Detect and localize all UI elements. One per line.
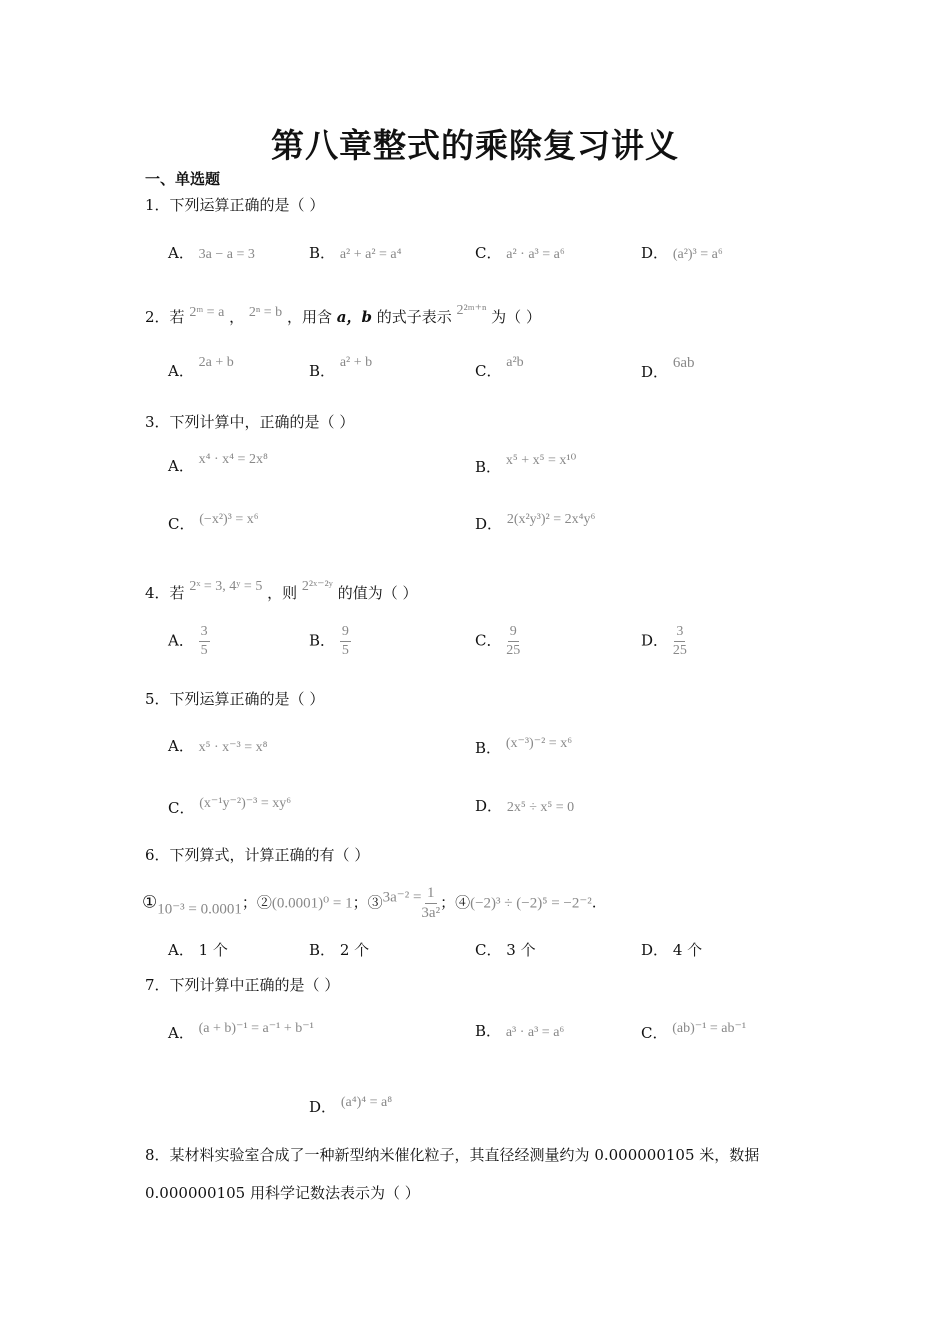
denominator: 5 xyxy=(341,643,349,658)
option-expression: 3a − a = 3 xyxy=(198,247,255,262)
stem-math: 2²ᵐ⁺ⁿ xyxy=(456,303,487,318)
option-label: B． xyxy=(309,244,336,262)
fraction xyxy=(340,625,351,658)
option-expression: (a + b)⁻¹ = a⁻¹ + b⁻¹ xyxy=(198,1021,314,1036)
option-text: 4 个 xyxy=(672,941,703,959)
question-7-stem: 7．下列计算中正确的是（ ） xyxy=(145,976,340,994)
option-expression: x⁵ · x⁻³ = x⁸ xyxy=(198,740,268,755)
stem-text: 2．若 xyxy=(145,308,185,326)
option-label: C． xyxy=(475,941,502,959)
option-label: D． xyxy=(641,244,669,262)
q3-option-b xyxy=(475,452,576,477)
item-expression: (0.0001)⁰ = 1 xyxy=(271,895,353,912)
stem-variables: a，b xyxy=(336,308,372,326)
option-label: C． xyxy=(475,244,502,262)
option-label: B． xyxy=(309,631,336,650)
q5-option-b xyxy=(475,735,572,758)
circled-number: ① xyxy=(142,892,158,913)
q1-option-d xyxy=(641,242,723,263)
item-expression: 10⁻³ = 0.0001 xyxy=(157,901,242,918)
q6-option-b xyxy=(309,939,369,960)
question-8-stem-line-1: 8．某材料实验室合成了一种新型纳米催化粒子，其直径经测量约为 0.000000105 米，数据 xyxy=(145,1146,760,1164)
q7-option-b xyxy=(475,1020,564,1041)
stem-text: 的值为（ ） xyxy=(337,584,418,602)
q2-option-c xyxy=(475,355,524,381)
question-2-stem xyxy=(145,302,541,327)
q7-option-d xyxy=(309,1095,392,1117)
q3-option-d xyxy=(475,512,595,534)
q5-option-a xyxy=(168,735,268,756)
option-label: A． xyxy=(168,244,194,262)
option-expression: (a²)³ = a⁶ xyxy=(672,247,723,262)
q7-option-c xyxy=(641,1020,746,1043)
question-8-stem-line-2: 0.000000105 用科学记数法表示为（ ） xyxy=(145,1184,420,1202)
option-label: C． xyxy=(475,631,502,650)
option-label: D． xyxy=(475,797,503,815)
stem-text: ，则 xyxy=(267,584,298,602)
q3-option-a xyxy=(168,452,268,476)
question-6-items xyxy=(142,886,597,921)
q1-option-a xyxy=(168,242,255,263)
item-expression: 3a⁻² = xyxy=(382,889,422,906)
option-expression: x⁵ + x⁵ = x¹⁰ xyxy=(505,453,577,468)
option-label: D． xyxy=(641,363,669,381)
option-expression: (x⁻³)⁻² = x⁶ xyxy=(505,736,573,751)
option-expression: (x⁻¹y⁻²)⁻³ = xy⁶ xyxy=(199,796,292,811)
q5-option-c xyxy=(168,795,291,818)
option-label: A． xyxy=(168,631,194,650)
stem-math: 2²ˣ⁻²ʸ xyxy=(301,579,333,594)
stem-text: 的式子表示 xyxy=(376,308,452,326)
fraction xyxy=(506,625,520,658)
option-expression: 6ab xyxy=(672,355,695,371)
q4-option-b xyxy=(309,625,351,658)
option-label: C． xyxy=(168,515,195,533)
fraction xyxy=(421,886,440,921)
option-text: 2 个 xyxy=(339,941,370,959)
option-expression: a³ · a³ = a⁶ xyxy=(505,1025,565,1040)
option-label: B． xyxy=(475,1022,502,1040)
q6-option-d xyxy=(641,939,702,960)
option-label: D． xyxy=(641,631,669,650)
item-separator: ；③ xyxy=(352,893,383,912)
q2-option-d xyxy=(641,355,694,382)
option-label: B． xyxy=(475,739,502,757)
option-label: D． xyxy=(641,941,669,959)
option-label: A． xyxy=(168,457,194,475)
stem-text: ， xyxy=(229,308,245,326)
section-heading: 一、单选题 xyxy=(145,170,221,188)
numerator: 3 xyxy=(199,625,210,642)
denominator: 3a² xyxy=(421,905,441,921)
option-text: 3 个 xyxy=(506,941,536,959)
question-4-stem xyxy=(145,578,417,603)
stem-text: 为（ ） xyxy=(491,308,541,326)
option-expression: a² · a³ = a⁶ xyxy=(506,247,565,262)
option-text: 1 个 xyxy=(198,941,228,959)
option-label: A． xyxy=(168,362,194,380)
stem-text: ，用含 xyxy=(286,308,332,326)
item-separator: ；② xyxy=(241,893,272,912)
option-label: C． xyxy=(475,362,502,380)
option-label: A． xyxy=(168,941,194,959)
item-separator: ；④ xyxy=(440,893,471,912)
option-label: C． xyxy=(168,799,195,817)
q5-option-d xyxy=(475,795,574,816)
option-label: B． xyxy=(475,458,502,476)
denominator: 25 xyxy=(506,643,521,658)
option-label: A． xyxy=(168,1024,194,1042)
item-end: . xyxy=(591,893,597,912)
q2-option-b xyxy=(309,355,372,381)
numerator: 1 xyxy=(425,886,437,904)
numerator: 9 xyxy=(340,625,351,642)
option-expression: 2(x²y³)² = 2x⁴y⁶ xyxy=(506,512,596,527)
option-expression: (−x²)³ = x⁶ xyxy=(199,512,259,527)
numerator: 9 xyxy=(508,625,519,642)
numerator: 3 xyxy=(674,625,685,642)
question-3-stem: 3．下列计算中，正确的是（ ） xyxy=(145,413,355,431)
option-label: D． xyxy=(309,1098,337,1116)
option-label: B． xyxy=(309,362,336,380)
denominator: 25 xyxy=(672,643,687,658)
option-expression: (a⁴)⁴ = a⁸ xyxy=(340,1095,393,1110)
stem-math: 2ˣ = 3, 4ʸ = 5 xyxy=(189,579,263,594)
option-expression: a² + b xyxy=(339,355,373,370)
option-label: A． xyxy=(168,737,194,755)
option-label: B． xyxy=(309,941,336,959)
option-expression: (ab)⁻¹ = ab⁻¹ xyxy=(672,1021,747,1036)
question-5-stem: 5．下列运算正确的是（ ） xyxy=(145,690,325,708)
stem-math: 2ⁿ = b xyxy=(248,305,283,320)
q4-option-c xyxy=(475,625,520,658)
stem-math: 2ᵐ = a xyxy=(189,305,225,320)
question-6-stem: 6．下列算式，计算正确的有（ ） xyxy=(145,846,370,864)
item-expression: (−2)³ ÷ (−2)⁵ = −2⁻² xyxy=(470,895,592,912)
option-expression: x⁴ · x⁴ = 2x⁸ xyxy=(198,452,268,467)
option-label: C． xyxy=(641,1024,668,1042)
q6-option-c xyxy=(475,939,536,960)
q7-option-a xyxy=(168,1020,314,1043)
stem-text: 4．若 xyxy=(145,584,185,602)
option-label: D． xyxy=(475,515,503,533)
fraction xyxy=(673,625,687,658)
option-expression: a²b xyxy=(506,355,524,370)
question-1-stem: 1．下列运算正确的是（ ） xyxy=(145,196,325,214)
q3-option-c xyxy=(168,512,259,534)
q1-option-b xyxy=(309,242,402,263)
q1-option-c xyxy=(475,242,565,263)
q4-option-a xyxy=(168,625,210,658)
denominator: 5 xyxy=(200,643,208,658)
q4-option-d xyxy=(641,625,687,658)
fraction xyxy=(199,625,210,658)
option-expression: 2a + b xyxy=(198,355,234,370)
q6-option-a xyxy=(168,939,228,960)
document-title: 第八章整式的乘除复习讲义 xyxy=(271,126,679,165)
option-expression: a² + a² = a⁴ xyxy=(339,247,402,262)
q2-option-a xyxy=(168,355,234,381)
option-expression: 2x⁵ ÷ x⁵ = 0 xyxy=(506,800,575,815)
